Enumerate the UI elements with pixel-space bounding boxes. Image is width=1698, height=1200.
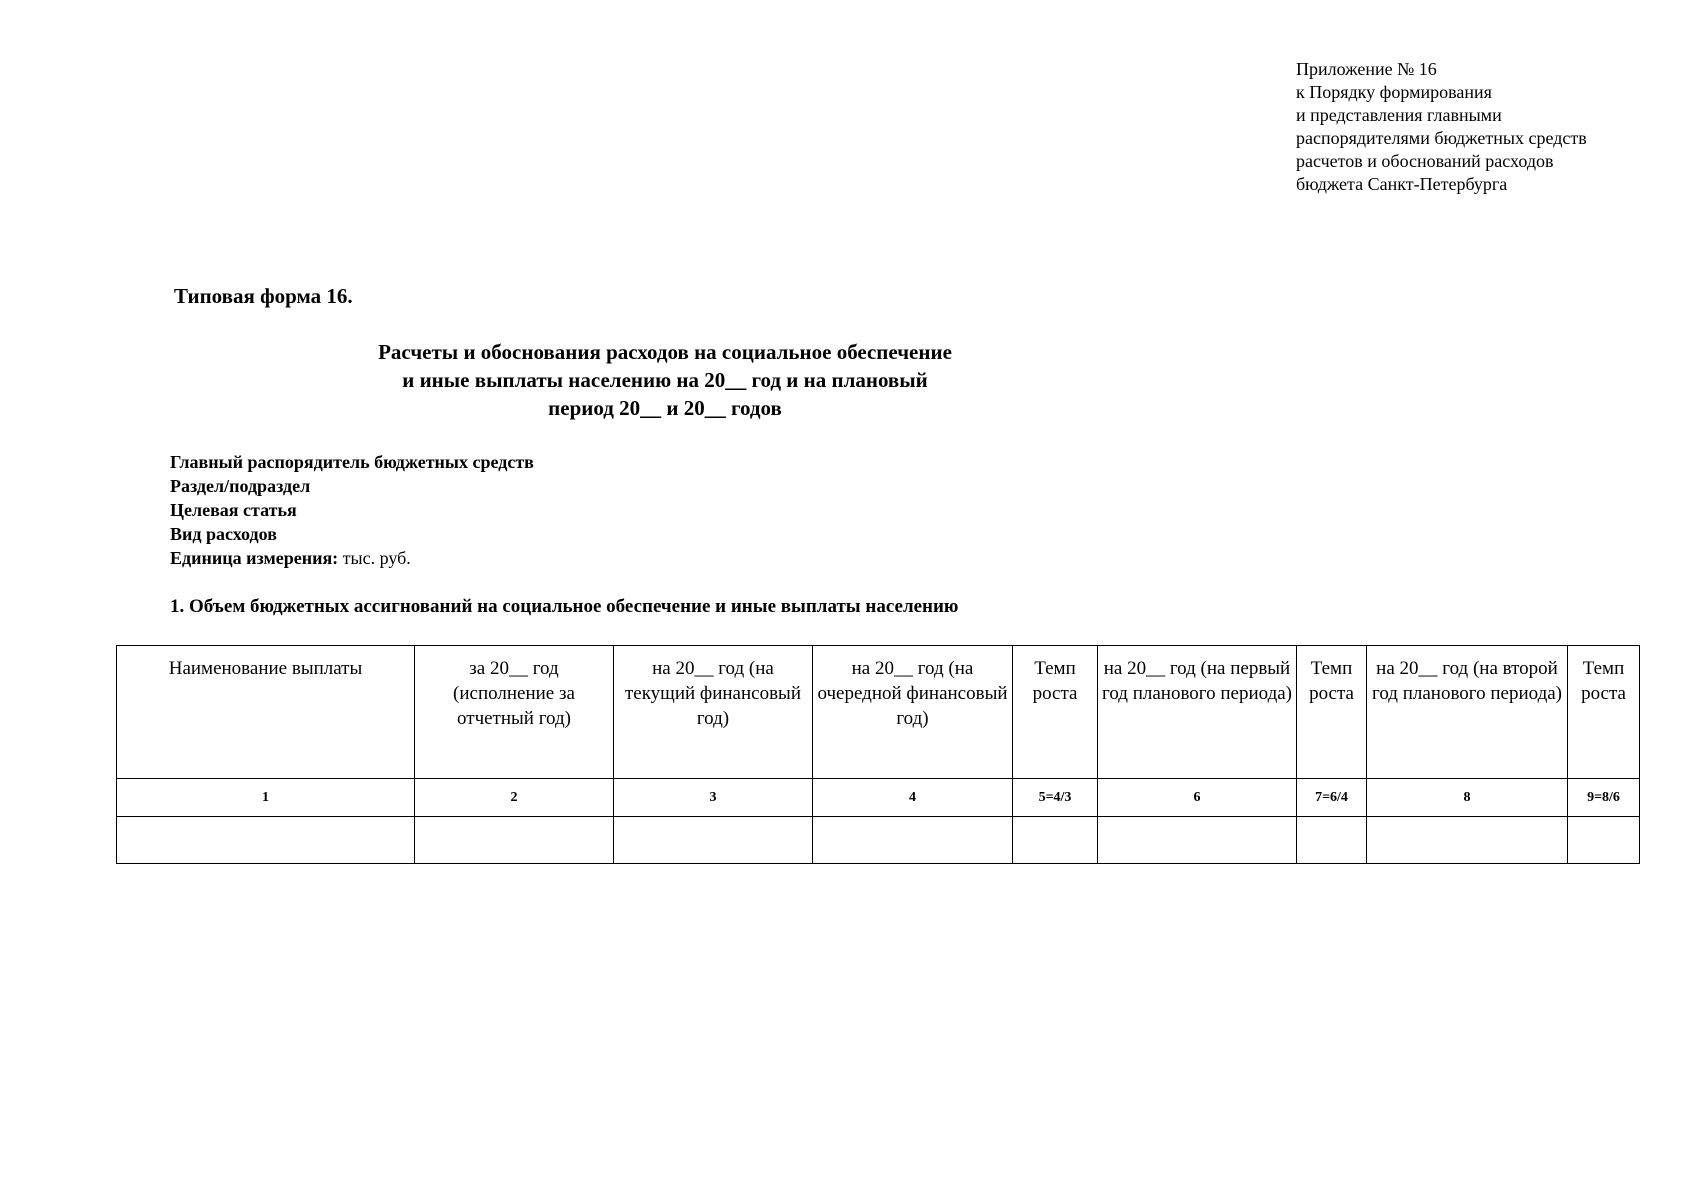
- appendix-line: и представления главными: [1296, 105, 1502, 125]
- budget-table: [116, 645, 1640, 864]
- appendix-note: [1296, 58, 1587, 196]
- table-cell[interactable]: [813, 817, 1013, 864]
- column-number-row: [117, 779, 1640, 817]
- unit-label: Единица измерения:: [170, 548, 339, 568]
- appendix-line: Приложение № 16: [1296, 59, 1437, 79]
- meta-manager: Главный распорядитель бюджетных средств: [170, 452, 534, 472]
- header-cell: на 20__ год (на текущий финансовый год): [614, 646, 813, 779]
- unit-value: тыс. руб.: [342, 548, 411, 568]
- header-cell: Наименование выплаты: [117, 646, 415, 779]
- section-title: 1. Объем бюджетных ассигнований на социальное обеспечение и иные выплаты населению: [170, 596, 959, 617]
- column-number: 4: [813, 779, 1013, 817]
- column-number: 3: [614, 779, 813, 817]
- appendix-line: расчетов и обоснований расходов: [1296, 151, 1554, 171]
- meta-section: Раздел/подраздел: [170, 476, 311, 496]
- table-header-row: [117, 646, 1640, 779]
- table-cell[interactable]: [1568, 817, 1640, 864]
- table-cell[interactable]: [614, 817, 813, 864]
- column-number: 6: [1098, 779, 1297, 817]
- title-line: Расчеты и обоснования расходов на социальное обеспечение: [378, 340, 952, 364]
- document-title: [0, 338, 1330, 422]
- column-number: 2: [415, 779, 614, 817]
- header-cell: Темп роста: [1013, 646, 1098, 779]
- header-cell: на 20__ год (на первый год планового периода): [1098, 646, 1297, 779]
- title-line: период 20__ и 20__ годов: [548, 396, 782, 420]
- meta-target-article: Целевая статья: [170, 500, 297, 520]
- appendix-line: бюджета Санкт-Петербурга: [1296, 174, 1508, 194]
- header-cell: на 20__ год (на очередной финансовый год): [813, 646, 1013, 779]
- header-cell: на 20__ год (на второй год планового периода): [1367, 646, 1568, 779]
- table-cell[interactable]: [1367, 817, 1568, 864]
- column-number: 7=6/4: [1297, 779, 1367, 817]
- title-line: и иные выплаты населению на 20__ год и на плановый: [402, 368, 928, 392]
- column-number: 9=8/6: [1568, 779, 1640, 817]
- appendix-line: к Порядку формирования: [1296, 82, 1492, 102]
- document-meta: [170, 450, 534, 570]
- meta-expense-type: Вид расходов: [170, 524, 277, 544]
- table-cell[interactable]: [1297, 817, 1367, 864]
- table-cell[interactable]: [1013, 817, 1098, 864]
- table-cell[interactable]: [415, 817, 614, 864]
- table-cell[interactable]: [117, 817, 415, 864]
- header-cell: Темп роста: [1568, 646, 1640, 779]
- column-number: 8: [1367, 779, 1568, 817]
- column-number: 5=4/3: [1013, 779, 1098, 817]
- form-label: Типовая форма 16.: [174, 284, 353, 308]
- meta-unit: [170, 546, 534, 570]
- header-cell: за 20__ год (исполнение за отчетный год): [415, 646, 614, 779]
- table-row: [117, 817, 1640, 864]
- appendix-line: распорядителями бюджетных средств: [1296, 128, 1587, 148]
- column-number: 1: [117, 779, 415, 817]
- table-cell[interactable]: [1098, 817, 1297, 864]
- header-cell: Темп роста: [1297, 646, 1367, 779]
